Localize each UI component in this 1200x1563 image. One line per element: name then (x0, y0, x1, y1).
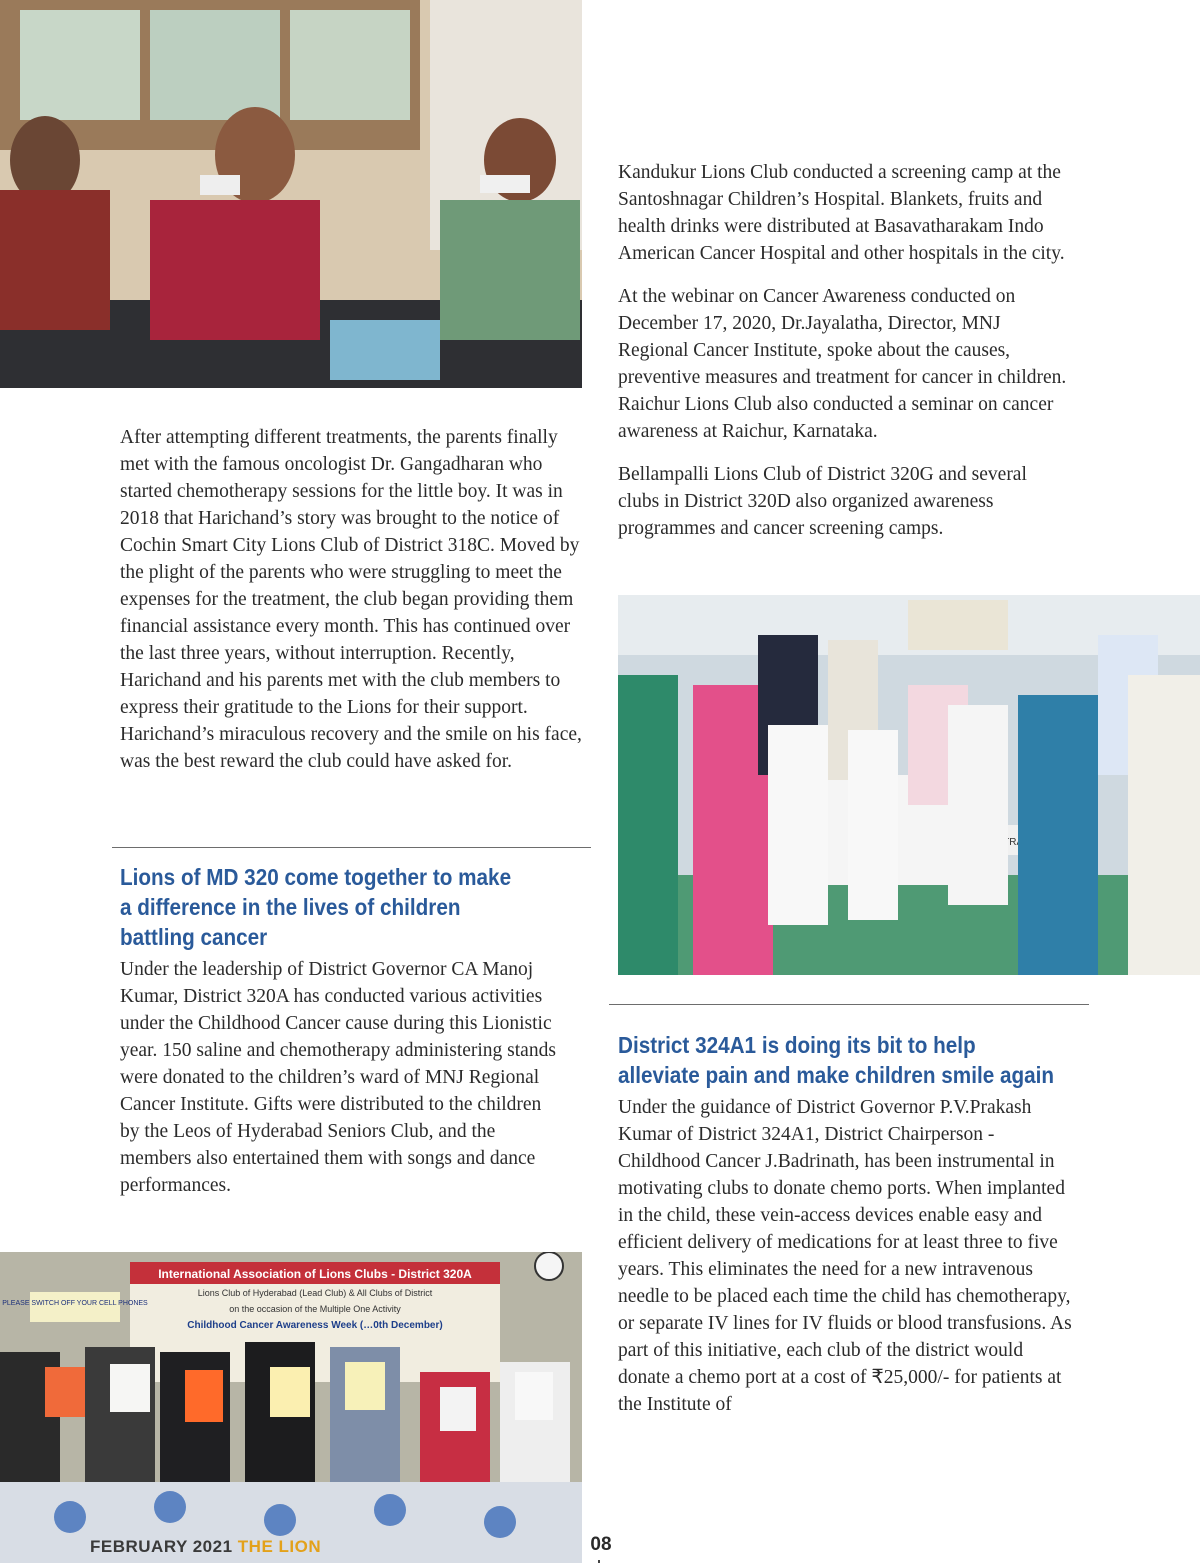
banner-subtitle: Lions Club of Hyderabad (Lead Club) & All Clubs of District (197, 1288, 433, 1298)
section-divider-right (609, 1004, 1089, 1005)
photo-stands-donation (0, 1252, 582, 1563)
kandukur-paragraph: Kandukur Lions Club conducted a screening camp at the Santoshnagar Children’s Hospital. Blankets, fruits and health drinks were distributed at Basavatharakam Indo American Cancer Hospital and other hospitals in the city. (618, 162, 1065, 264)
bellampalli-paragraph: Bellampalli Lions Club of District 320G and several clubs in District 320D also organized awareness programmes and cancer screening camps. (618, 464, 1027, 539)
section-divider (112, 847, 591, 848)
banner-title: International Association of Lions Clubs - District 320A (158, 1267, 472, 1281)
page-number: 08 (583, 1530, 619, 1560)
district-324a1-paragraph: Under the guidance of District Governor P.V.Prakash Kumar of District 324A1, District Chairperson - Childhood Cancer J.Badrinath, has been instrumental in motivating clubs to donate chemo ports. When implanted in the child, these vein-access devices enable easy and efficient delivery of medications for at least three to five years. This eliminates the need for a new intravenous needle to be placed each time the child has chemotherapy, or separate IV lines for IV fluids or blood transfusions. As part of this initiative, each club of the district would donate a chemo port at a cost of ₹25,000/- for patients at the Institute of (618, 1097, 1072, 1415)
right-column-section (618, 1030, 1078, 1434)
banner-event: Childhood Cancer Awareness Week (…0th December) (187, 1320, 443, 1331)
photo-family-at-desk (0, 0, 582, 388)
footer-magazine-name: THE LION (237, 1537, 322, 1556)
section-heading-324a1: District 324A1 is doing its bit to help alleviate pain and make children smile again (618, 1032, 1055, 1088)
story-paragraph: After attempting different treatments, the parents finally met with the famous oncologist Dr. Gangadharan who started chemotherapy sessions for the little boy. It was in 2018 that Harichand’s story was brought to the notice of Cochin Smart City Lions Club of District 318C. Moved by the plight of the parents who were struggling to meet the expenses for the treatment, the club began providing them financial assistance every month. This has continued over the last three years, without interruption. Recently, Harichand and his parents met with the club members to express their gratitude to the Lions for their support. Harichand’s miraculous recovery and the smile on his face, was the best reward the club could have asked for. (120, 427, 582, 772)
photo-screening-camp (618, 595, 1200, 975)
left-column-section (120, 862, 556, 1215)
left-column (120, 424, 582, 791)
md320-paragraph: Under the leadership of District Governor CA Manoj Kumar, District 320A has conducted various activities under the Childhood Cancer cause during this Lionistic year. 150 saline and chemotherapy administering stands were donated to the children’s ward of MNJ Regional Cancer Institute. Gifts were distributed to the children by the Leos of Hyderabad Seniors Club, and the members also entertained them with songs and dance performances. (120, 959, 556, 1196)
wall-sign: PLEASE SWITCH OFF YOUR CELL PHONES (2, 1300, 148, 1307)
webinar-paragraph: At the webinar on Cancer Awareness conducted on December 17, 2020, Dr.Jayalatha, Director, MNJ Regional Cancer Institute, spoke about the causes, preventive measures and treatment for cancer in children. Raichur Lions Club also conducted a seminar on cancer awareness at Raichur, Karnataka. (618, 286, 1067, 442)
right-column (618, 159, 1070, 558)
section-heading-md320: Lions of MD 320 come together to make a difference in the lives of children battling cancer (120, 864, 512, 950)
banner-occasion: on the occasion of the Multiple One Activity (229, 1304, 401, 1314)
footer-month-year: FEBRUARY 2021 (90, 1537, 233, 1556)
footer-magazine-line (90, 1537, 321, 1557)
